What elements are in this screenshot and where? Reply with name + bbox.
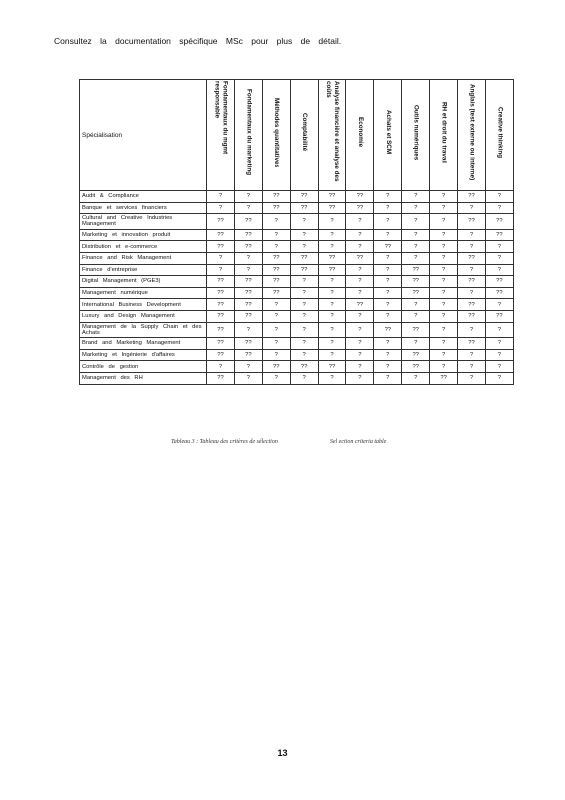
table-row	[80, 276, 514, 288]
table-row	[80, 252, 514, 264]
table-row	[80, 299, 514, 311]
row-criterion-value: ??	[346, 202, 374, 214]
header-criterion	[430, 80, 458, 191]
row-criterion-value: ??	[234, 241, 262, 253]
row-criterion-value: ?	[374, 264, 402, 276]
row-criterion-value: ??	[318, 191, 346, 203]
row-criterion-value: ?	[234, 264, 262, 276]
row-criterion-value: ?	[402, 191, 430, 203]
row-criterion-value: ?	[430, 361, 458, 373]
row-specialisation: Finance d'entreprise	[80, 264, 207, 276]
header-criterion-label: Fondamentaux du mgmt responsable	[213, 80, 229, 154]
row-criterion-value: ??	[374, 322, 402, 338]
row-criterion-value: ?	[485, 191, 513, 203]
row-criterion-value: ??	[207, 349, 235, 361]
row-criterion-value: ?	[458, 349, 486, 361]
row-criterion-value: ??	[207, 322, 235, 338]
row-criterion-value: ?	[262, 299, 290, 311]
row-criterion-value: ??	[207, 310, 235, 322]
row-criterion-value: ??	[402, 276, 430, 288]
row-criterion-value: ?	[290, 322, 318, 338]
table-row	[80, 202, 514, 214]
row-criterion-value: ??	[458, 252, 486, 264]
row-criterion-value: ?	[485, 241, 513, 253]
row-criterion-value: ?	[290, 214, 318, 230]
row-criterion-value: ?	[374, 372, 402, 384]
row-criterion-value: ?	[290, 372, 318, 384]
row-criterion-value: ?	[402, 252, 430, 264]
row-criterion-value: ??	[402, 361, 430, 373]
row-criterion-value: ?	[290, 276, 318, 288]
row-criterion-value: ??	[234, 338, 262, 350]
row-criterion-value: ??	[262, 264, 290, 276]
row-specialisation: Cultural and Creative Industries Management	[80, 214, 207, 230]
row-criterion-value: ?	[234, 322, 262, 338]
row-criterion-value: ?	[430, 310, 458, 322]
table-row	[80, 349, 514, 361]
table-row	[80, 241, 514, 253]
table-row	[80, 372, 514, 384]
row-criterion-value: ??	[234, 214, 262, 230]
row-criterion-value: ?	[374, 338, 402, 350]
page-number: 13	[277, 748, 288, 758]
row-criterion-value: ?	[402, 202, 430, 214]
row-criterion-value: ?	[374, 202, 402, 214]
row-criterion-value: ?	[430, 214, 458, 230]
row-criterion-value: ?	[374, 349, 402, 361]
row-criterion-value: ?	[485, 349, 513, 361]
row-criterion-value: ?	[262, 372, 290, 384]
row-criterion-value: ??	[402, 322, 430, 338]
row-specialisation: Banque et services financiers	[80, 202, 207, 214]
header-criterion-label: Outils numériques	[412, 104, 420, 161]
header-criterion	[207, 80, 235, 191]
row-criterion-value: ?	[402, 310, 430, 322]
row-criterion-value: ?	[346, 264, 374, 276]
row-criterion-value: ?	[290, 310, 318, 322]
table-caption	[171, 439, 386, 445]
row-criterion-value: ??	[207, 229, 235, 241]
row-criterion-value: ?	[374, 299, 402, 311]
row-criterion-value: ?	[430, 229, 458, 241]
row-specialisation: Distribution et e-commerce	[80, 241, 207, 253]
row-criterion-value: ?	[485, 264, 513, 276]
row-criterion-value: ?	[234, 252, 262, 264]
row-criterion-value: ??	[262, 276, 290, 288]
row-criterion-value: ??	[402, 287, 430, 299]
row-criterion-value: ?	[346, 287, 374, 299]
row-criterion-value: ?	[374, 214, 402, 230]
row-criterion-value: ?	[318, 299, 346, 311]
row-criterion-value: ??	[318, 264, 346, 276]
row-criterion-value: ?	[318, 372, 346, 384]
header-criterion	[374, 80, 402, 191]
row-criterion-value: ?	[485, 361, 513, 373]
row-criterion-value: ?	[318, 229, 346, 241]
row-criterion-value: ??	[485, 276, 513, 288]
row-specialisation: International Business Development	[80, 299, 207, 311]
header-criterion-label: Anglais (test externe ou interne)	[468, 84, 476, 181]
row-criterion-value: ?	[458, 229, 486, 241]
row-criterion-value: ?	[262, 214, 290, 230]
row-criterion-value: ??	[234, 349, 262, 361]
row-criterion-value: ??	[485, 310, 513, 322]
row-criterion-value: ?	[458, 241, 486, 253]
row-criterion-value: ??	[207, 299, 235, 311]
row-criterion-value: ??	[346, 299, 374, 311]
row-criterion-value: ??	[458, 299, 486, 311]
table-row	[80, 338, 514, 350]
row-criterion-value: ??	[485, 229, 513, 241]
row-criterion-value: ?	[374, 252, 402, 264]
row-criterion-value: ??	[402, 349, 430, 361]
row-criterion-value: ?	[458, 372, 486, 384]
row-criterion-value: ?	[430, 202, 458, 214]
row-criterion-value: ?	[485, 202, 513, 214]
row-specialisation: Luxury and Design Management	[80, 310, 207, 322]
row-criterion-value: ??	[485, 214, 513, 230]
header-criterion-label: Creative thinking	[496, 106, 504, 159]
table-row	[80, 310, 514, 322]
header-criterion	[458, 80, 486, 191]
row-criterion-value: ?	[318, 287, 346, 299]
row-criterion-value: ?	[318, 322, 346, 338]
caption-fr: Tableau 3 : Tableau des critères de sélection	[171, 439, 278, 445]
row-criterion-value: ?	[207, 361, 235, 373]
row-criterion-value: ?	[430, 322, 458, 338]
header-criterion	[318, 80, 346, 191]
table-row	[80, 214, 514, 230]
row-criterion-value: ??	[207, 241, 235, 253]
header-criterion-label: Économie	[356, 117, 364, 148]
table-row	[80, 229, 514, 241]
row-criterion-value: ?	[485, 252, 513, 264]
row-criterion-value: ?	[458, 264, 486, 276]
row-criterion-value: ?	[374, 287, 402, 299]
intro-text: Consultez la documentation spécifique MSc pour plus de détail.	[54, 36, 342, 46]
row-specialisation: Management numérique	[80, 287, 207, 299]
row-criterion-value: ?	[290, 349, 318, 361]
row-criterion-value: ??	[290, 264, 318, 276]
row-criterion-value: ??	[402, 264, 430, 276]
row-criterion-value: ??	[207, 276, 235, 288]
selection-criteria-table	[79, 79, 514, 385]
row-criterion-value: ??	[262, 287, 290, 299]
row-criterion-value: ?	[346, 361, 374, 373]
row-criterion-value: ?	[374, 361, 402, 373]
row-criterion-value: ??	[234, 287, 262, 299]
table-row	[80, 361, 514, 373]
row-criterion-value: ?	[318, 310, 346, 322]
row-criterion-value: ??	[458, 310, 486, 322]
row-criterion-value: ??	[458, 338, 486, 350]
header-criterion-label: Comptabilité	[301, 113, 309, 152]
row-criterion-value: ??	[290, 191, 318, 203]
table-row	[80, 264, 514, 276]
row-specialisation: Contrôle de gestion	[80, 361, 207, 373]
row-criterion-value: ??	[458, 276, 486, 288]
row-criterion-value: ?	[346, 229, 374, 241]
row-criterion-value: ??	[290, 202, 318, 214]
row-criterion-value: ?	[430, 241, 458, 253]
row-criterion-value: ?	[234, 191, 262, 203]
row-criterion-value: ?	[430, 276, 458, 288]
row-criterion-value: ??	[430, 372, 458, 384]
row-criterion-value: ?	[458, 322, 486, 338]
row-criterion-value: ??	[262, 191, 290, 203]
row-criterion-value: ?	[346, 338, 374, 350]
header-criterion	[262, 80, 290, 191]
row-criterion-value: ?	[346, 349, 374, 361]
row-criterion-value: ?	[374, 229, 402, 241]
row-criterion-value: ??	[485, 287, 513, 299]
row-criterion-value: ?	[262, 322, 290, 338]
row-criterion-value: ?	[430, 287, 458, 299]
row-criterion-value: ?	[485, 372, 513, 384]
row-specialisation: Marketing et innovation produit	[80, 229, 207, 241]
row-criterion-value: ?	[262, 310, 290, 322]
row-criterion-value: ?	[234, 372, 262, 384]
row-criterion-value: ??	[374, 241, 402, 253]
row-criterion-value: ?	[430, 338, 458, 350]
row-specialisation: Finance and Risk Management	[80, 252, 207, 264]
row-criterion-value: ?	[374, 310, 402, 322]
table-row	[80, 287, 514, 299]
row-criterion-value: ?	[402, 299, 430, 311]
row-criterion-value: ?	[262, 229, 290, 241]
row-criterion-value: ?	[458, 202, 486, 214]
row-criterion-value: ??	[262, 202, 290, 214]
row-criterion-value: ?	[430, 299, 458, 311]
table-header-row	[80, 80, 514, 191]
row-criterion-value: ?	[207, 191, 235, 203]
row-criterion-value: ?	[402, 214, 430, 230]
row-criterion-value: ??	[318, 361, 346, 373]
row-criterion-value: ?	[290, 241, 318, 253]
row-criterion-value: ?	[318, 276, 346, 288]
row-criterion-value: ?	[262, 338, 290, 350]
row-criterion-value: ?	[318, 338, 346, 350]
row-criterion-value: ??	[234, 276, 262, 288]
row-criterion-value: ?	[346, 372, 374, 384]
row-criterion-value: ?	[234, 361, 262, 373]
row-specialisation: Digital Management (PGE3)	[80, 276, 207, 288]
row-criterion-value: ??	[262, 361, 290, 373]
header-criterion-label: Analyse financière et analyse des coûts	[325, 80, 340, 181]
table-row	[80, 191, 514, 203]
row-criterion-value: ?	[262, 349, 290, 361]
row-criterion-value: ??	[207, 214, 235, 230]
row-criterion-value: ?	[430, 264, 458, 276]
row-criterion-value: ?	[290, 338, 318, 350]
row-criterion-value: ?	[346, 241, 374, 253]
row-criterion-value: ??	[234, 229, 262, 241]
row-criterion-value: ?	[318, 241, 346, 253]
table-row	[80, 322, 514, 338]
row-criterion-value: ?	[346, 310, 374, 322]
row-criterion-value: ?	[374, 191, 402, 203]
row-criterion-value: ?	[262, 241, 290, 253]
header-criterion-label: Achats et SCM	[384, 110, 392, 155]
row-criterion-value: ?	[430, 252, 458, 264]
row-criterion-value: ?	[402, 372, 430, 384]
row-criterion-value: ??	[346, 191, 374, 203]
row-criterion-value: ?	[207, 252, 235, 264]
row-specialisation: Management des RH	[80, 372, 207, 384]
row-criterion-value: ?	[290, 299, 318, 311]
row-criterion-value: ?	[430, 349, 458, 361]
row-criterion-value: ?	[346, 214, 374, 230]
row-criterion-value: ??	[318, 252, 346, 264]
row-criterion-value: ??	[458, 191, 486, 203]
caption-en: Sel ection criteria table	[329, 439, 387, 445]
row-criterion-value: ?	[346, 322, 374, 338]
row-specialisation: Management de la Supply Chain et des Achats	[80, 322, 207, 338]
row-criterion-value: ?	[290, 229, 318, 241]
row-criterion-value: ?	[402, 241, 430, 253]
header-specialisation: Spécialisation	[80, 80, 207, 191]
header-criterion-label: RH et droit du travail	[440, 101, 448, 164]
row-criterion-value: ??	[207, 372, 235, 384]
row-criterion-value: ?	[318, 349, 346, 361]
row-criterion-value: ??	[458, 214, 486, 230]
header-criterion	[402, 80, 430, 191]
row-criterion-value: ?	[485, 322, 513, 338]
row-criterion-value: ?	[485, 338, 513, 350]
row-specialisation: Audit & Compliance	[80, 191, 207, 203]
row-criterion-value: ?	[458, 287, 486, 299]
row-criterion-value: ?	[207, 202, 235, 214]
row-criterion-value: ?	[485, 299, 513, 311]
row-criterion-value: ?	[402, 229, 430, 241]
row-criterion-value: ??	[290, 361, 318, 373]
row-criterion-value: ??	[234, 310, 262, 322]
header-criterion	[485, 80, 513, 191]
table-body	[80, 191, 514, 385]
header-criterion-label: Méthodes quantitatives	[273, 97, 281, 168]
row-criterion-value: ?	[374, 276, 402, 288]
row-criterion-value: ??	[290, 252, 318, 264]
header-criterion-label: Fondamentaux du marketing	[245, 89, 253, 176]
row-criterion-value: ?	[430, 191, 458, 203]
row-criterion-value: ?	[458, 361, 486, 373]
row-criterion-value: ??	[262, 252, 290, 264]
header-criterion	[234, 80, 262, 191]
row-criterion-value: ?	[234, 202, 262, 214]
row-criterion-value: ??	[207, 338, 235, 350]
row-criterion-value: ??	[207, 287, 235, 299]
selection-criteria-table-wrapper	[79, 79, 514, 385]
row-specialisation: Brand and Marketing Management	[80, 338, 207, 350]
row-criterion-value: ??	[234, 299, 262, 311]
row-criterion-value: ?	[207, 264, 235, 276]
header-criterion	[290, 80, 318, 191]
row-criterion-value: ??	[318, 202, 346, 214]
row-specialisation: Marketing et Ingénierie d'affaires	[80, 349, 207, 361]
row-criterion-value: ?	[290, 287, 318, 299]
header-criterion	[346, 80, 374, 191]
row-criterion-value: ?	[346, 276, 374, 288]
row-criterion-value: ??	[346, 252, 374, 264]
row-criterion-value: ?	[402, 338, 430, 350]
row-criterion-value: ?	[318, 214, 346, 230]
